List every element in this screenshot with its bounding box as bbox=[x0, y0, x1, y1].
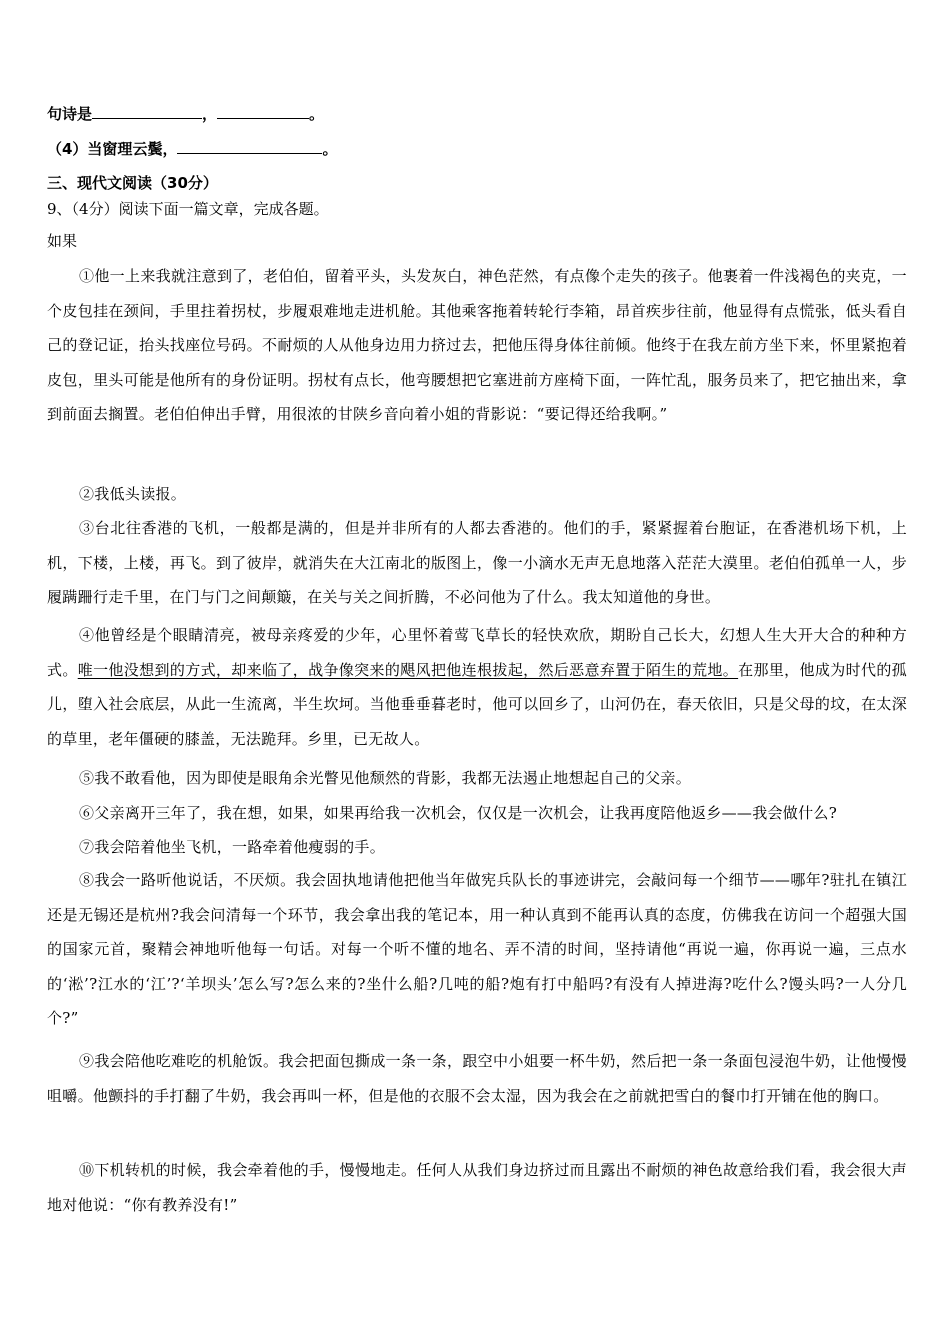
paragraph-4 bbox=[47, 618, 907, 756]
paragraph-9: ⑨我会陪他吃难吃的机舱饭。我会把面包撕成一条一条，跟空中小姐要一杯牛奶，然后把一条一条面包浸泡牛奶，让他慢慢咀嚼。他颤抖的手打翻了牛奶，我会再叫一杯，但是他的衣服不会太湿，因为我会在之前就把雪白的餐巾打开铺在他的胸口。 bbox=[47, 1052, 907, 1105]
paragraph-10: ⑩下机转机的时候，我会牵着他的手，慢慢地走。任何人从我们身边挤过而且露出不耐烦的神色故意给我们看，我会很大声地对他说：“你有教养没有!” bbox=[47, 1161, 907, 1214]
answer-blank-3[interactable] bbox=[177, 139, 322, 154]
article-title: 如果 bbox=[47, 232, 78, 250]
poem-line2-end: 。 bbox=[322, 140, 338, 158]
paragraph-3: ③台北往香港的飞机，一般都是满的，但是并非所有的人都去香港的。他们的手，紧紧握着台胞证，在香港机场下机，上机，下楼，上楼，再飞。到了彼岸，就消失在大江南北的版图上，像一小滴水无声无息地落入茫茫大漠里。老伯伯孤单一人，步履蹒跚行走千里，在门与门之间颠簸，在关与关之间折腾，不必问他为了什么。我太知道他的身世。 bbox=[47, 519, 907, 607]
section-heading: 三、现代文阅读（30分） bbox=[47, 174, 218, 192]
paragraph-4-start: ④他曾经是个眼睛清亮，被母亲疼爱的少年，心里怀着莺飞草长的轻快欢欣，期盼自己长大，幻想人生大开大合的种种方式。 bbox=[47, 626, 907, 679]
paragraph-2: ②我低头读报。 bbox=[79, 485, 187, 503]
answer-blank-2[interactable] bbox=[217, 104, 309, 119]
paragraph-8: ⑧我会一路听他说话，不厌烦。我会固执地请他把他当年做宪兵队长的事迹讲完，会敲问每一个细节——哪年?驻扎在镇江还是无锡还是杭州?我会问清每一个环节，我会拿出我的笔记本，用一种认真到不能再认真的态度，仿佛我在访问一个超强大国的国家元首，聚精会神地听他每一句话。对每一个听不懂的地名、弄不清的时间，坚持请他“再说一遍，你再说一遍，三点水的‘淞’?江水的‘江’?‘羊坝头’怎么写?怎么来的?坐什么船?几吨的船?炮有打中船吗?有没有人掉进海?吃什么?馒头吗?一人分几个?” bbox=[47, 871, 907, 1028]
paragraph-1: ①他一上来我就注意到了，老伯伯，留着平头，头发灰白，神色茫然，有点像个走失的孩子。他裹着一件浅褐色的夹克，一个皮包挂在颈间，手里拄着拐杖，步履艰难地走进机舱。其他乘客拖着转轮行李箱，昂首疾步往前，他显得有点慌张，低头看自己的登记证，抬头找座位号码。不耐烦的人从他身边用力挤过去，把他压得身体往前倾。他终于在我左前方坐下来，怀里紧抱着皮包，里头可能是他所有的身份证明。拐杖有点长，他弯腰想把它塞进前方座椅下面，一阵忙乱，服务员来了，把它抽出来，拿到前面去搁置。老伯伯伸出手臂，用很浓的甘陕乡音向着小姐的背影说：“要记得还给我啊。” bbox=[47, 267, 907, 424]
poem-line1-prefix: 句诗是 bbox=[47, 105, 93, 123]
poem-fill-line-1 bbox=[47, 103, 324, 124]
poem-line2-prefix: （4）当窗理云鬓， bbox=[47, 140, 178, 158]
paragraph-4-end: 在那里，他成为时代的孤儿，堕入社会底层，从此一生流离，半生坎坷。当他垂垂暮老时，他可以回乡了，山河仍在，春天依旧，只是父母的坟，在太深的草里，老年僵硬的膝盖，无法跪拜。乡里，已无故人。 bbox=[47, 660, 907, 748]
poem-fill-line-2 bbox=[47, 138, 337, 159]
paragraph-7: ⑦我会陪着他坐飞机，一路牵着他瘦弱的手。 bbox=[79, 838, 386, 856]
paragraph-5: ⑤我不敢看他，因为即使是眼角余光瞥见他颓然的背影，我都无法遏止地想起自己的父亲。 bbox=[79, 769, 692, 787]
poem-line1-end: 。 bbox=[309, 105, 325, 123]
answer-blank-1[interactable] bbox=[92, 104, 202, 119]
poem-line1-sep: ， bbox=[202, 105, 218, 123]
paragraph-4-underlined-sentence: 唯一他没想到的方式，却来临了，战争像突来的飓风把他连根拔起，然后恶意弃置于陌生的荒地。 bbox=[77, 660, 739, 679]
question-prompt: 9、（4分）阅读下面一篇文章，完成各题。 bbox=[47, 200, 329, 218]
paragraph-6: ⑥父亲离开三年了，我在想，如果，如果再给我一次机会，仅仅是一次机会，让我再度陪他返乡——我会做什么? bbox=[79, 804, 838, 822]
